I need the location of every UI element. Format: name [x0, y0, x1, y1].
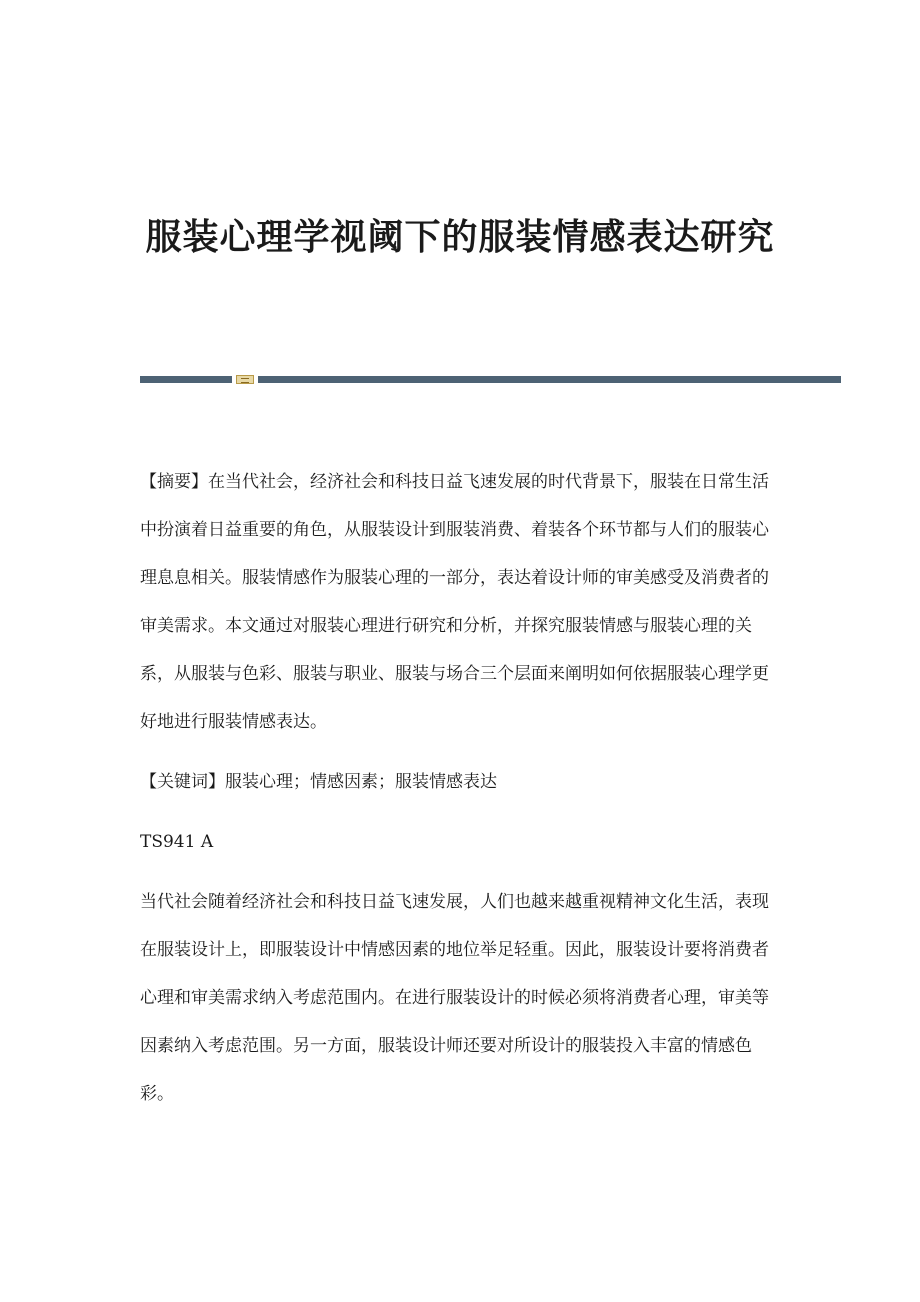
keywords-line: 【关键词】服装心理；情感因素；服装情感表达 [140, 772, 497, 792]
title-divider [140, 375, 841, 384]
divider-ornament-icon [236, 375, 254, 384]
body-paragraph: 当代社会随着经济社会和科技日益飞速发展，人们也越来越重视精神文化生活，表现在服装设计上，即服装设计中情感因素的地位举足轻重。因此，服装设计要将消费者心理和审美需求纳入考虑范围内。在进行服装设计的时候必须将消费者心理，审美等因素纳入考虑范围。另一方面，服装设计师还要对所设计的服装投入丰富的情感色彩。 [140, 892, 769, 1104]
document-body [140, 458, 780, 1130]
divider-bar-left [140, 376, 232, 383]
document-title: 服装心理学视阈下的服装情感表达研究 [145, 216, 775, 258]
abstract-paragraph: 【摘要】在当代社会，经济社会和科技日益飞速发展的时代背景下，服装在日常生活中扮演着日益重要的角色，从服装设计到服装消费、着装各个环节都与人们的服装心理息息相关。服装情感作为服装心理的一部分，表达着设计师的审美感受及消费者的审美需求。本文通过对服装心理进行研究和分析，并探究服装情感与服装心理的关系，从服装与色彩、服装与职业、服装与场合三个层面来阐明如何依据服装心理学更好地进行服装情感表达。 [140, 472, 769, 732]
classification-code: TS941 A [140, 832, 214, 852]
divider-bar-right [258, 376, 841, 383]
